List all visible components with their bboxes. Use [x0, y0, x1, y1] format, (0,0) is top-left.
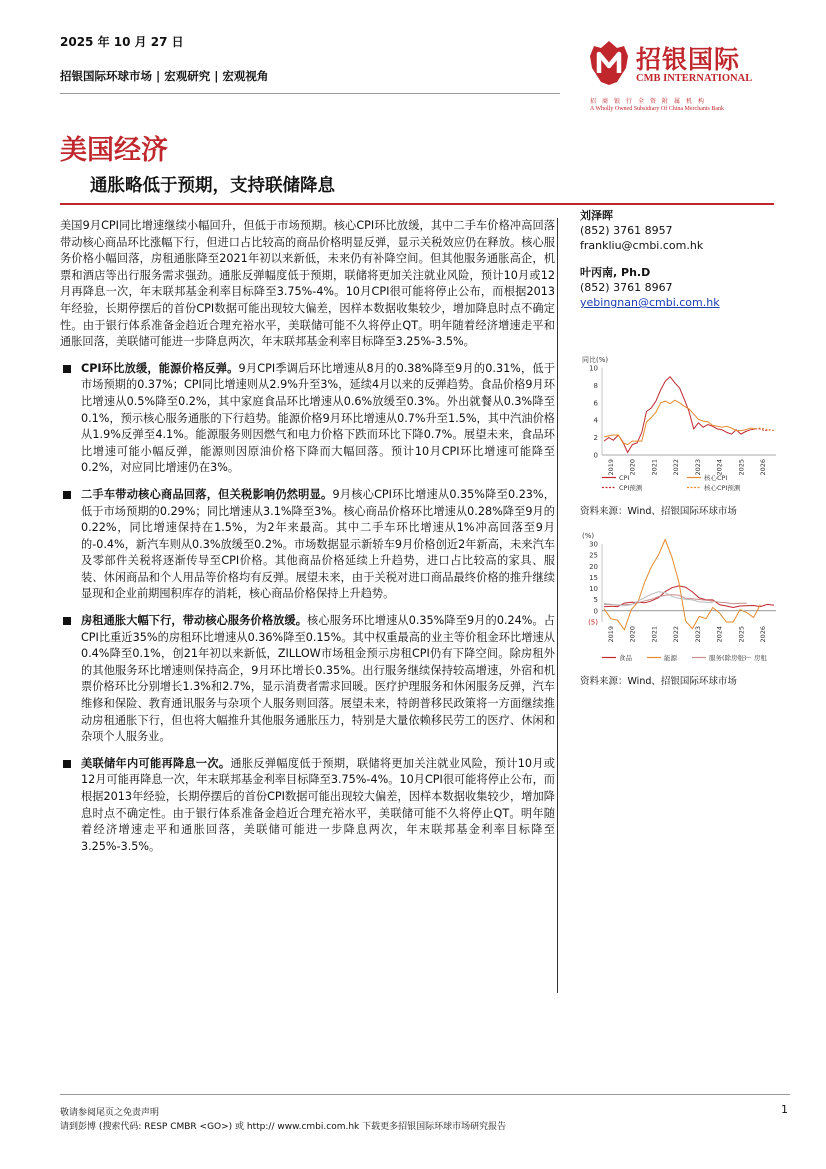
components-chart-svg	[580, 532, 780, 667]
title-divider	[60, 203, 774, 205]
x-tick-label: 2023	[693, 626, 702, 643]
series-line	[755, 429, 774, 431]
analyst-email-link[interactable]: yebingnan@cmbi.com.hk	[580, 296, 720, 309]
bullet-square-icon	[63, 760, 71, 768]
y-tick-label: 6	[593, 399, 598, 408]
column-divider	[557, 218, 558, 993]
chart-source: 资料来源：Wind、招银国际环球市场	[580, 676, 737, 687]
x-tick-label: 2020	[628, 459, 637, 476]
y-tick-label: (5)	[588, 618, 598, 627]
bullet-point	[60, 487, 555, 603]
logo-text-en: CMB INTERNATIONAL	[636, 73, 753, 84]
y-tick-label: 2	[593, 434, 598, 443]
x-tick-label: 2022	[672, 459, 681, 476]
legend-label: 核心CPI预测	[704, 484, 741, 492]
analyst-card	[580, 208, 703, 253]
bullet-heading: CPI环比放缓，能源价格反弹。	[81, 361, 239, 375]
x-tick-label: 2021	[650, 626, 659, 643]
analyst-name: 叶丙南, Ph.D	[580, 266, 651, 279]
y-tick-label: 8	[593, 381, 598, 390]
main-text	[60, 218, 555, 855]
cpi-chart-svg	[580, 352, 780, 497]
bloomberg-note: 请到彭博 (搜索代码: RESP CMBR <GO>) 或 http:// www.cmbi.com.hk 下载更多招银国际环球市场研究报告	[60, 1122, 507, 1132]
y-tick-label: 30	[589, 540, 598, 549]
x-tick-label: 2025	[737, 626, 746, 643]
series-line	[604, 377, 755, 453]
y-axis-label: (%)	[582, 532, 595, 540]
x-tick-label: 2026	[759, 459, 768, 476]
bullet-point	[60, 756, 555, 856]
analyst-name: 刘泽晖	[580, 209, 613, 222]
series-line	[604, 400, 755, 444]
analyst-phone: (852) 3761 8957	[580, 224, 673, 237]
legend-label: 房租	[754, 654, 767, 662]
legend-label: 食品	[619, 654, 632, 662]
y-tick-label: 0	[593, 607, 598, 616]
company-logo	[588, 40, 778, 130]
x-tick-label: 2025	[737, 459, 746, 476]
chart-source: 资料来源：Wind、招银国际环球市场	[580, 506, 737, 517]
analyst-email: frankliu@cmbi.com.hk	[580, 239, 704, 252]
report-title: 美国经济	[60, 135, 168, 166]
report-subtitle: 通胀略低于预期，支持联储降息	[90, 176, 335, 196]
x-tick-label: 2021	[650, 459, 659, 476]
bullet-square-icon	[63, 491, 71, 499]
bullet-square-icon	[63, 617, 71, 625]
logo-text-cn: 招银国际	[636, 45, 741, 74]
y-tick-label: 20	[589, 562, 598, 571]
y-tick-label: 10	[589, 585, 598, 594]
report-series: 招银国际环球市场 | 宏观研究 | 宏观视角	[60, 69, 269, 83]
x-tick-label: 2023	[693, 459, 702, 476]
y-axis-label: 同比(%)	[582, 356, 609, 364]
analyst-card	[580, 265, 720, 310]
report-date: 2025 年 10 月 27 日	[60, 35, 184, 49]
bullet-point	[60, 361, 555, 477]
bullet-body: 9月CPI季调后环比增速从8月的0.38%降至9月的0.31%，低于市场预期的0.37%；CPI同比增速则从2.9%升至3%，延续4月以来的反弹趋势。食品价格9月环比增速从0.5%降至0.2%，其中家庭食品环比增速从0.6%放缓至0.3%。外出就餐从0.3%降至0.1%，预示核心服务通胀的下行趋势。能源价格9月环比增速从0.7%升至1.5%，其中汽油价格从1.9%反弹至4.1%。能源服务则因燃气和电力价格下跌而环比下降0.7%。展望未来，食品环比增速可能小幅反弹，能源则因原油价格下降而大幅回落。预计10月CPI环比增速可能降至0.2%，对应同比增速仍在3%。	[81, 361, 556, 475]
bullet-body: 通胀反弹幅度低于预期，联储将更加关注就业风险，预计10月或12月可能再降息一次，年末联邦基金利率目标降至3.75%-4%。10月CPI很可能将停止公布，而根据2013年经验，长期停摆后的首份CPI数据可能出现较大偏差，因样本数据收集较少，增加降息时点不确定性。由于银行体系准备金趋近合理充裕水平，美联储可能不久将停止QT。明年随着经济增速走平和通胀回落，美联储可能进一步降息两次，年末联邦基金利率目标降至3.25%-3.5%。	[81, 756, 555, 853]
legend-label: 核心CPI	[704, 474, 728, 482]
y-tick-label: 15	[589, 573, 598, 582]
x-tick-label: 2022	[672, 626, 681, 643]
bullet-heading: 美联储年内可能再降息一次。	[81, 756, 231, 770]
bullet-point	[60, 613, 555, 746]
series-line	[604, 540, 760, 630]
x-tick-label: 2019	[606, 459, 615, 476]
bullet-heading: 房租通胀大幅下行，带动核心服务价格放缓。	[81, 614, 308, 628]
series-line	[604, 595, 747, 606]
bullet-body: 9月核心CPI环比增速从0.35%降至0.23%，低于市场预期的0.29%；同比增速从3.1%降至3%。核心商品价格环比增速从0.28%降至9月的0.22%，同比增速保持在1.5%，为2年来最高。其中二手车环比增速从1%冲高回落至9月的-0.4%，新汽车则从0.3%放缓至0.2%。市场数据显示新轿车9月价格创近2年新高，未来汽车及零部件关税将逐渐传导至CPI价格。其他商品价格延续上升趋势，进口占比较高的家具、服装、休闲商品和个人用品等价格均有反弹。展望未来，由于关税对进口商品最终价格的推升继续显现和企业前期囤积库存的消耗，核心商品价格保持上升趋势。	[81, 487, 555, 601]
x-tick-label: 2024	[715, 459, 724, 476]
logo-mark-icon	[588, 40, 630, 86]
y-tick-label: 10	[589, 364, 598, 373]
y-tick-label: 5	[593, 596, 598, 605]
bullet-square-icon	[63, 365, 71, 373]
legend-label: 服务(除房租)	[709, 654, 747, 662]
components-chart	[580, 532, 780, 687]
footer-divider	[60, 1094, 790, 1095]
series-line	[755, 428, 774, 431]
series-line	[604, 592, 713, 606]
legend-label: CPI预测	[619, 484, 643, 492]
y-tick-label: 4	[593, 416, 598, 425]
cpi-chart	[580, 352, 780, 517]
x-tick-label: 2024	[715, 626, 724, 643]
legend-label: CPI	[619, 474, 630, 482]
header-divider	[60, 93, 560, 94]
y-tick-label: 0	[593, 451, 598, 460]
bullet-body: 核心服务环比增速从0.35%降至9月的0.24%。占CPI比重近35%的房租环比增速从0.36%降至0.15%。其中权重最高的业主等价租金环比增速从0.4%降至0.1%，创21年初以来新低，ZILLOW市场租金预示房租CPI仍有下降空间。除房租外的其他服务环比增速则保持高企，9月环比增长0.35%。出行服务继续保持较高增速，外宿和机票价格环比分别增长1.3%和2.7%，显示消费者需求回暖。医疗护理服务和休闲服务反弹，汽车维修和保险、教育通讯服务与杂项个人服务则回落。展望未来，特朗普移民政策将一方面继续推动房租通胀下行，但也将大幅推升其他服务通胀压力，特别是大量依赖移民劳工的医疗、休闲和杂项个人服务业。	[81, 614, 555, 744]
bullet-heading: 二手车带动核心商品回落，但关税影响仍然明显。	[81, 487, 333, 501]
x-tick-label: 2020	[628, 626, 637, 643]
logo-subtitle-en: A Wholly Owned Subsidiary Of China Merchants Bank	[590, 106, 725, 112]
x-tick-label: 2019	[606, 626, 615, 643]
x-tick-label: 2026	[759, 626, 768, 643]
disclaimer-note: 敬请参阅尾页之免责声明	[60, 1108, 160, 1118]
y-tick-label: 25	[589, 551, 598, 560]
logo-subtitle-cn: 招商银行全资附属机构	[590, 98, 711, 105]
page-number: 1	[781, 1103, 788, 1116]
legend-label: 能源	[664, 654, 677, 662]
summary-paragraph: 美国9月CPI同比增速继续小幅回升，但低于市场预期。核心CPI环比放缓，其中二手车价格冲高回落带动核心商品环比涨幅下行，但进口占比较高的商品价格明显反弹，显示关税效应仍在释放。核心服务价格小幅回落，房租通胀降至2021年初以来新低，未来仍有补降空间。但其他服务通胀高企，机票和酒店等出行服务需求强劲。通胀反弹幅度低于预期，联储将更加关注就业风险，预计10月或12月再降息一次，年末联邦基金利率目标降至3.75%-4%。10月CPI很可能将停止公布，而根据2013年经验，长期停摆后的首份CPI数据可能出现较大偏差，因样本数据收集较少，增加降息时点不确定性。由于银行体系准备金趋近合理充裕水平，美联储可能不久将停止QT。明年随着经济增速走平和通胀回落，美联储可能进一步降息两次，年末联邦基金利率目标降至3.25%-3.5%。	[60, 219, 555, 349]
analyst-phone: (852) 3761 8967	[580, 281, 673, 294]
